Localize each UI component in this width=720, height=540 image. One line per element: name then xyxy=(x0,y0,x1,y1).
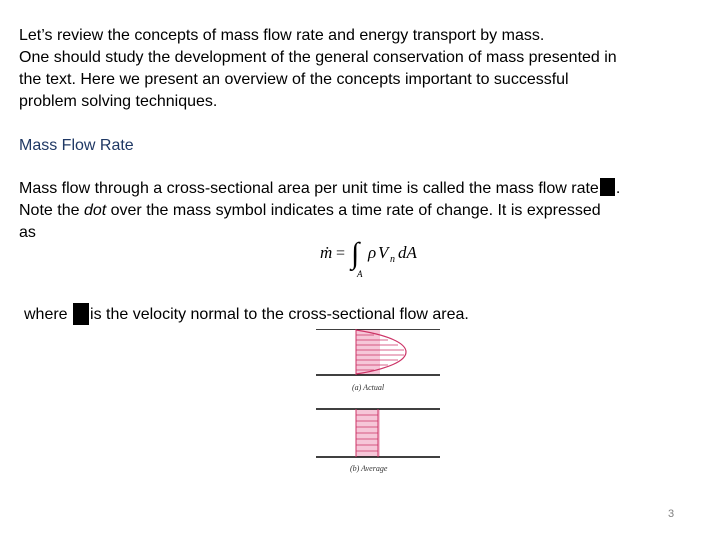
intro-line: the text. Here we present an overview of the concepts important to successful xyxy=(19,71,569,88)
equation-dA: dA xyxy=(398,243,417,262)
where-post: is the velocity normal to the cross-sectional flow area. xyxy=(90,306,469,323)
where-pre: where xyxy=(24,306,73,323)
body-line-2-post: over the mass symbol indicates a time rate of change. It is expressed xyxy=(106,202,601,219)
actual-profile-panel xyxy=(316,329,440,392)
integral-sign: ∫ xyxy=(351,237,360,270)
redacted-symbol xyxy=(73,303,89,325)
section-heading: Mass Flow Rate xyxy=(19,137,134,154)
equation-subscript: n xyxy=(390,254,395,265)
equation-rho: ρ xyxy=(368,243,377,262)
equation-lhs: ṁ xyxy=(320,243,333,262)
body-line-2 xyxy=(19,200,709,222)
page-number: 3 xyxy=(668,508,675,520)
mass-flow-equation xyxy=(318,234,438,280)
intro-line: Let’s review the concepts of mass flow rate and energy transport by mass. xyxy=(19,27,545,44)
label-average: (b) Average xyxy=(350,464,388,473)
velocity-profile-figure xyxy=(316,329,440,475)
body-line-1 xyxy=(19,178,709,200)
pipe-shading xyxy=(356,329,380,375)
equation-velocity: V xyxy=(378,243,389,262)
body-line-2-pre: Note the xyxy=(19,202,84,219)
where-line xyxy=(24,303,469,326)
dot-emphasis: dot xyxy=(83,202,107,219)
intro-line: One should study the development of the general conservation of mass presented in xyxy=(19,49,617,66)
integral-lower-limit: A xyxy=(357,269,363,279)
label-actual: (a) Actual xyxy=(352,383,385,392)
body-line-1-end: . xyxy=(615,180,621,197)
intro-line: problem solving techniques. xyxy=(19,93,218,110)
intro-paragraph xyxy=(19,25,709,113)
equation-equals: = xyxy=(336,245,346,262)
average-profile-panel xyxy=(316,409,440,473)
body-line-1-text: Mass flow through a cross-sectional area per unit time is called the mass flow rate xyxy=(19,180,599,197)
body-line-3: as xyxy=(19,224,36,241)
redacted-symbol xyxy=(600,178,615,196)
